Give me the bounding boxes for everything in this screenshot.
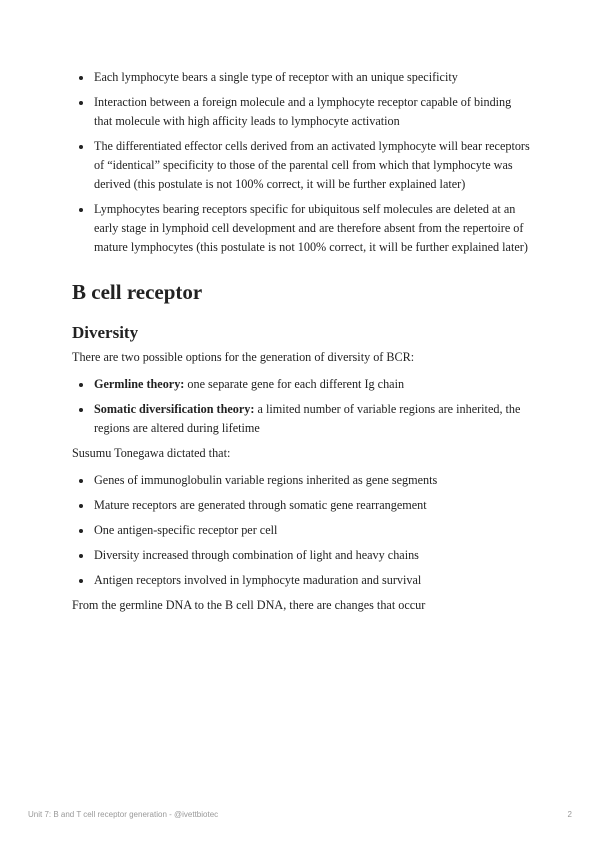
theory-text: a limited number of variable regions are inherited, the regions are altered during lifetime <box>94 402 521 435</box>
tonegawa-paragraph: Susumu Tonegawa dictated that: <box>72 446 231 460</box>
tonegawa-list <box>72 471 532 590</box>
list-item <box>72 375 532 394</box>
list-item: Each lymphocyte bears a single type of receptor with an unique specificity <box>72 68 532 87</box>
list-item: The differentiated effector cells derived from an activated lymphocyte will bear receptors of “identical” specificity to those of the parental cell from which that lymphocyte was derived (this postulate is not 100% correct, it will be further explained later) <box>72 137 532 194</box>
intro-paragraph: There are two possible options for the generation of diversity of BCR: <box>72 350 415 364</box>
document-page <box>72 68 532 623</box>
section-title: B cell receptor <box>72 280 203 304</box>
subsection-title: Diversity <box>72 323 139 342</box>
theories-list <box>72 375 532 438</box>
list-item: Antigen receptors involved in lymphocyte maduration and survival <box>72 571 532 590</box>
list-item: Diversity increased through combination of light and heavy chains <box>72 546 532 565</box>
page-footer <box>28 810 572 819</box>
list-item: Interaction between a foreign molecule and a lymphocyte receptor capable of binding that molecule with high afficity leads to lymphocyte activation <box>72 93 532 131</box>
list-item: Genes of immunoglobulin variable regions inherited as gene segments <box>72 471 532 490</box>
theory-term: Somatic diversification theory: <box>94 402 255 416</box>
closing-paragraph: From the germline DNA to the B cell DNA, there are changes that occur <box>72 598 426 612</box>
list-item: Lymphocytes bearing receptors specific for ubiquitous self molecules are deleted at an early stage in lymphoid cell development and are therefore absent from the repertoire of mature lymphocytes (this postulate is not 100% correct, it will be further explained later) <box>72 200 532 257</box>
list-item <box>72 400 532 438</box>
list-item: One antigen-specific receptor per cell <box>72 521 532 540</box>
postulates-list <box>72 68 532 257</box>
page-number: 2 <box>567 810 572 819</box>
footer-text: Unit 7: B and T cell receptor generation - @ivettbiotec <box>28 810 219 819</box>
theory-text: one separate gene for each different Ig chain <box>184 377 405 391</box>
list-item: Mature receptors are generated through somatic gene rearrangement <box>72 496 532 515</box>
theory-term: Germline theory: <box>94 377 185 391</box>
